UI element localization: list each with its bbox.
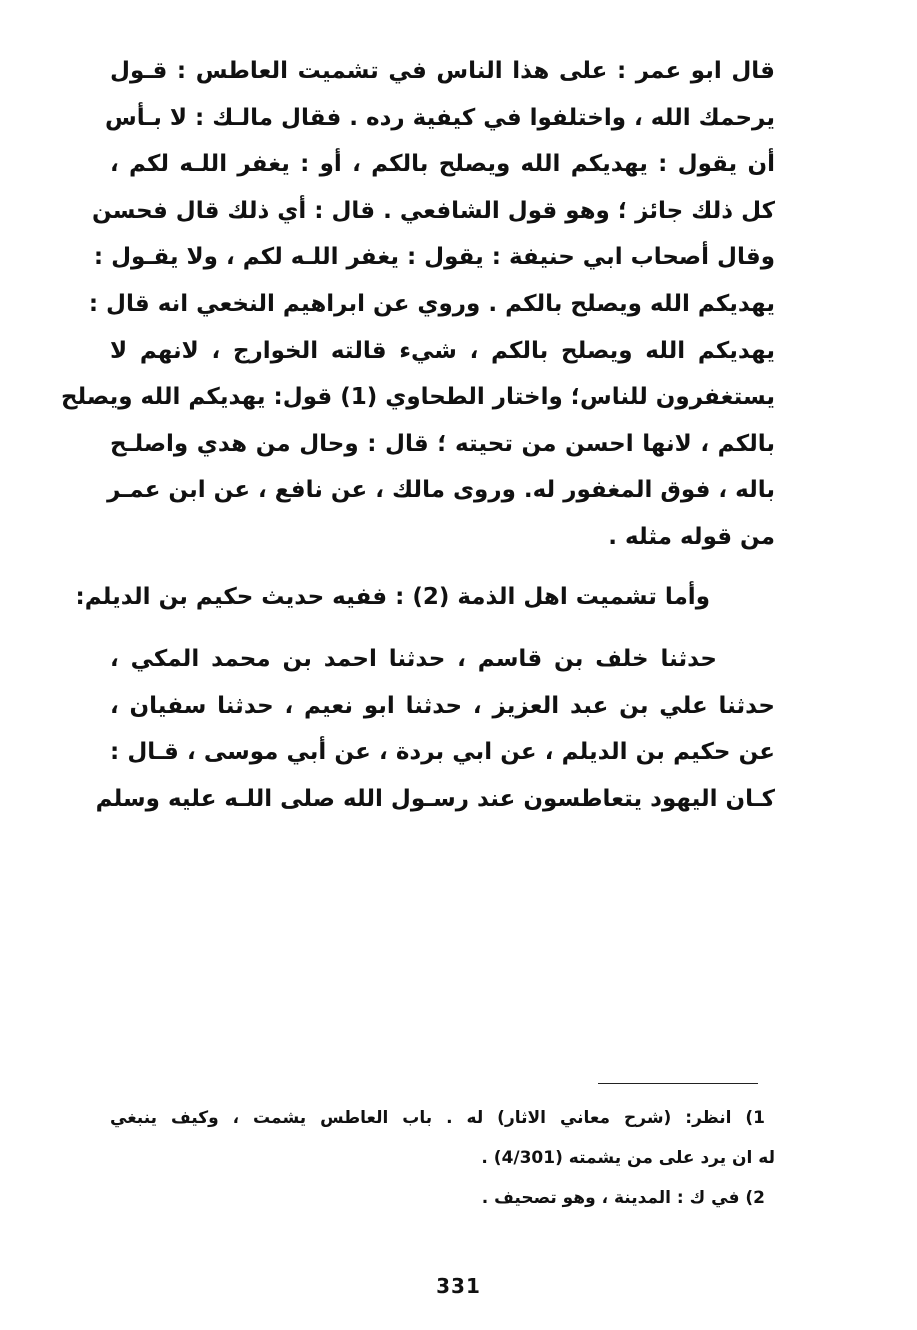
- text-line: وقال أصحاب ابي حنيفة : يقول : يغفر اللـه لكم ، ولا يقـول :: [93, 244, 775, 271]
- paragraph-tashmit-discussion: [60, 48, 775, 561]
- section-heading: وأما تشميت اهل الذمة (2) : ففيه حديث حكيم بن الديلم:: [75, 584, 710, 610]
- footnotes: [110, 1098, 775, 1218]
- footnote-divider: [598, 1083, 758, 1084]
- text-line: أن يقول : يهديكم الله ويصلح بالكم ، أو : يغفر اللـه لكم ،: [110, 151, 775, 178]
- text-line: يهديكم الله ويصلح بالكم . وروي عن ابراهيم النخعي انه قال :: [88, 290, 775, 317]
- text-line: كل ذلك جائز ؛ وهو قول الشافعي . قال : أي ذلك قال فحسن: [92, 197, 775, 224]
- text-line: حدثنا علي بن عبد العزيز ، حدثنا ابو نعيم ، حدثنا سفيان ،: [110, 692, 775, 719]
- text-line: من قوله مثله .: [608, 523, 775, 550]
- footnote-2: 2) في ك : المدينة ، وهو تصحيف .: [481, 1188, 765, 1208]
- text-line: باله ، فوق المغفور له. وروى مالك ، عن نافع ، عن ابن عمـر: [107, 477, 775, 504]
- text-line: يرحمك الله ، واختلفوا في كيفية رده . فقال مالـك : لا بـأس: [105, 104, 775, 131]
- text-line: حدثنا خلف بن قاسم ، حدثنا احمد بن محمد المكي ،: [110, 646, 717, 672]
- paragraph-hadith-chain: [95, 636, 775, 822]
- footnote-1-line-1: 1) انظر: (شرح معاني الاثار) له . باب العاطس يشمت ، وكيف ينبغي: [110, 1108, 765, 1128]
- text-line: يهديكم الله ويصلح بالكم ، شيء قالته الخوارج ، لانهم لا: [110, 337, 775, 364]
- text-line: قال ابو عمر : على هذا الناس في تشميت العاطس : قـول: [110, 58, 775, 84]
- text-line: عن حكيم بن الديلم ، عن ابي بردة ، عن أبي موسى ، قـال :: [110, 739, 775, 765]
- text-line: يستغفرون للناس؛ واختار الطحاوي (1) قول: يهديكم الله ويصلح: [60, 384, 775, 411]
- text-line: كـان اليهود يتعاطسون عند رسـول الله صلى اللـه عليه وسلم: [95, 785, 775, 812]
- page-number: 331: [436, 1274, 481, 1298]
- text-line: بالكم ، لانها احسن من تحيته ؛ قال : وحال من هدي واصلـح: [110, 430, 775, 457]
- footnote-1-line-2: له ان يرد على من يشمته (4/301) .: [481, 1148, 775, 1168]
